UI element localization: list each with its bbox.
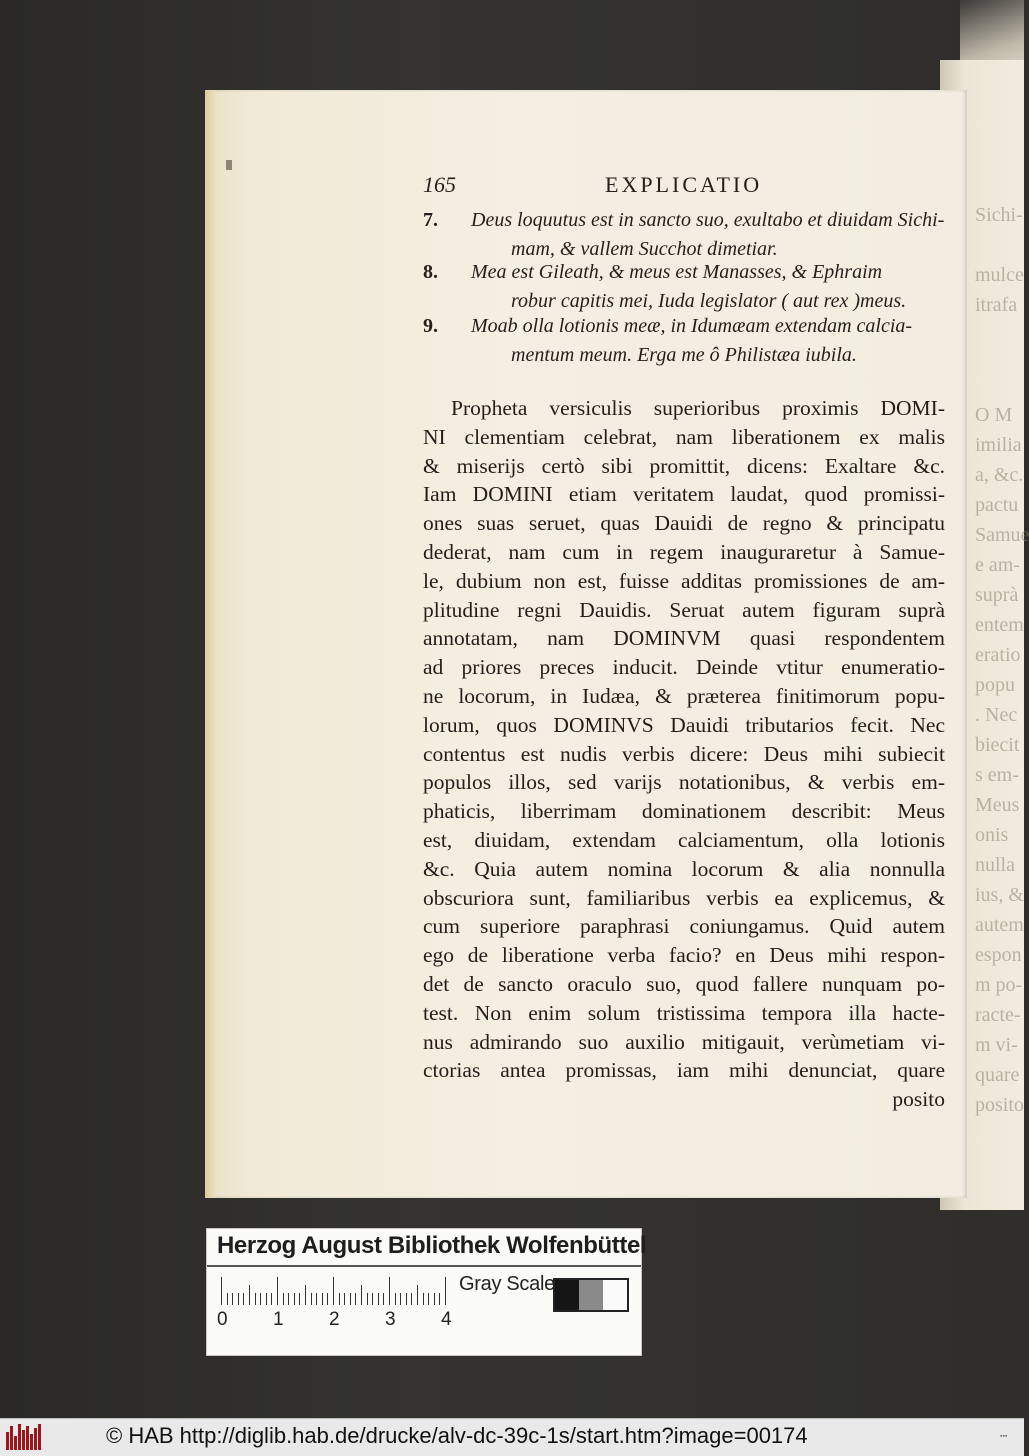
ruler-tick (389, 1277, 390, 1305)
ruler-tick (255, 1293, 256, 1305)
hab-logo-icon (6, 1422, 46, 1452)
ruler-tick (361, 1285, 362, 1305)
ruler-tick (322, 1293, 323, 1305)
card-divider (207, 1265, 641, 1267)
ruler-tick (249, 1285, 250, 1305)
ruler-number: 4 (441, 1309, 452, 1330)
ruler-tick (434, 1293, 435, 1305)
ruler-tick (350, 1293, 351, 1305)
verse-line: robur capitis mei, Iuda legislator ( aut rex )meus. (511, 290, 907, 312)
verse-line: Moab olla lotionis meæ, in Idumæam extendam calcia- (471, 315, 913, 337)
ruler-tick (227, 1293, 228, 1305)
text-line: ctorias antea promissas, iam mihi denunciat, quare (423, 1058, 945, 1083)
ruler-tick (238, 1293, 239, 1305)
logo-bar (30, 1434, 33, 1450)
text-line: ones suas seruet, quas Dauidi de regno & principatu (423, 511, 945, 536)
text-line: contentus est nudis verbis dicere: Deus mihi subiecit (423, 741, 945, 766)
ruler-tick (411, 1293, 412, 1305)
ruler-tick (428, 1293, 429, 1305)
ruler-tick (277, 1277, 278, 1305)
verse-line: Deus loquutus est in sancto suo, exultabo et diuidam Sichi- (471, 209, 945, 231)
logo-bar (18, 1424, 21, 1450)
verse-line: mentum meum. Erga me ô Philistæa iubila. (511, 344, 857, 366)
commentary-text (423, 394, 945, 1114)
text-line: ne locorum, in Iudæa, & præterea finitimorum popu- (423, 683, 945, 708)
logo-bar (10, 1426, 13, 1450)
ruler-tick (355, 1293, 356, 1305)
text-line: plitudine regni Dauidis. Seruat autem figuram suprà (423, 597, 945, 622)
ruler-tick (378, 1293, 379, 1305)
ruler-tick (395, 1293, 396, 1305)
text-line: populos illos, sed varijs notationibus, & verbis em- (423, 770, 945, 795)
ruler-numbers (215, 1309, 455, 1333)
ruler-tick (383, 1293, 384, 1305)
gray-swatch (579, 1280, 603, 1310)
color-calibration-card (206, 1228, 647, 1356)
verse-line: mam, & vallem Succhot dimetiar. (511, 238, 778, 260)
ruler-tick (344, 1293, 345, 1305)
ruler-tick (299, 1293, 300, 1305)
ruler-tick (367, 1293, 368, 1305)
logo-bar (14, 1436, 17, 1450)
verse-number: 8. (423, 261, 438, 283)
ruler-tick (417, 1285, 418, 1305)
logo-bar (6, 1432, 9, 1450)
ruler-tick (288, 1293, 289, 1305)
facing-page-bleed-lower: O M imilia a, &c. pactu Samue e am- suprà entem eratio popu . Nec biecit s em- Meus onis nulla ius, & autem espon m po- racte- m vi- quare posito (975, 404, 1029, 1116)
ruler-number: 0 (217, 1309, 228, 1330)
viewer-footer (0, 1418, 1024, 1456)
text-line: phaticis, liberrimam dominationem describit: Meus (423, 799, 945, 824)
ruler-tick (423, 1293, 424, 1305)
ruler-tick (439, 1293, 440, 1305)
ruler-tick (221, 1277, 222, 1305)
ruler-tick (266, 1293, 267, 1305)
ruler-tick (260, 1293, 261, 1305)
text-line: test. Non enim solum tristissima tempora illa hacte- (423, 1000, 945, 1025)
ruler-number: 3 (385, 1309, 396, 1330)
text-line: nus admirando suo auxilio mitigauit, verùmetiam vi- (423, 1029, 945, 1054)
ruler-tick (305, 1285, 306, 1305)
text-line: obscuriora sunt, familiaribus verbis ea explicemus, & (423, 885, 945, 910)
text-line: Propheta versiculis superioribus proximis DOMI- (451, 396, 945, 420)
ruler-tick (283, 1293, 284, 1305)
measurement-ruler (221, 1271, 441, 1305)
logo-bar (38, 1424, 41, 1450)
copyright-link[interactable]: © HAB http://diglib.hab.de/drucke/alv-dc-39c-1s/start.htm?image=00174 (106, 1423, 808, 1448)
ruler-tick (333, 1277, 334, 1305)
running-title: EXPLICATIO (605, 172, 763, 197)
ruler-tick (311, 1293, 312, 1305)
ruler-tick (316, 1293, 317, 1305)
margin-mark (226, 160, 232, 170)
text-line: est, diuidam, extendam calciamentum, olla lotionis (423, 827, 945, 852)
white-swatch (603, 1280, 627, 1310)
ruler-tick (243, 1293, 244, 1305)
ruler-tick (445, 1277, 446, 1305)
facing-page-bleed: Sichi- mulce itrafa (975, 204, 1024, 316)
running-header (423, 172, 943, 202)
logo-bar (22, 1430, 25, 1450)
text-line: ad priores preces inducit. Deinde vtitur enumeratio- (423, 655, 945, 680)
footer-tag-icon: ▪▪▪ (1000, 1433, 1008, 1440)
text-line: &c. Quia autem nomina locorum & alia nonnulla (423, 856, 945, 881)
ruler-number: 1 (273, 1309, 284, 1330)
text-line: det de sancto oraculo suo, quod fallere nunquam po- (423, 971, 945, 996)
page-number: 165 (423, 172, 456, 197)
gray-scale-swatches (553, 1278, 629, 1312)
black-swatch (555, 1280, 579, 1310)
text-line: dederat, nam cum in regem inauguraretur à Samue- (423, 539, 945, 564)
ruler-tick (232, 1293, 233, 1305)
ruler-tick (294, 1293, 295, 1305)
text-line: & miserijs certò sibi promittit, dicens: Exaltare &c. (423, 453, 945, 478)
ruler-tick (327, 1293, 328, 1305)
text-line: cum superiore paraphrasi coniungamus. Quid autem (423, 914, 945, 939)
catchword: posito (892, 1087, 945, 1112)
verse-line: Mea est Gileath, & meus est Manasses, & Ephraim (471, 261, 883, 283)
logo-bar (26, 1426, 29, 1450)
institution-name: Herzog August Bibliothek Wolfenbüttel (217, 1232, 647, 1259)
gray-scale-label: Gray Scale (459, 1273, 555, 1295)
ruler-tick (339, 1293, 340, 1305)
text-line: ego de liberatione verba facio? en Deus mihi respon- (423, 943, 945, 968)
text-line: annotatam, nam DOMINVM quasi respondentem (423, 626, 945, 651)
text-line: le, dubium non est, fuisse additas promissiones de am- (423, 568, 945, 593)
text-line: NI clementiam celebrat, nam liberationem ex malis (423, 424, 945, 449)
text-line: Iam DOMINI etiam veritatem laudat, quod promissi- (423, 482, 945, 507)
ruler-tick (271, 1293, 272, 1305)
verse-number: 9. (423, 315, 438, 337)
text-line: lorum, quos DOMINVS Dauidi tributarios fecit. Nec (423, 712, 945, 737)
page-gutter-edge (205, 90, 215, 1198)
ruler-tick (406, 1293, 407, 1305)
ruler-number: 2 (329, 1309, 340, 1330)
logo-bar (34, 1428, 37, 1450)
ruler-tick (372, 1293, 373, 1305)
verse-number: 7. (423, 209, 438, 231)
ruler-tick (400, 1293, 401, 1305)
